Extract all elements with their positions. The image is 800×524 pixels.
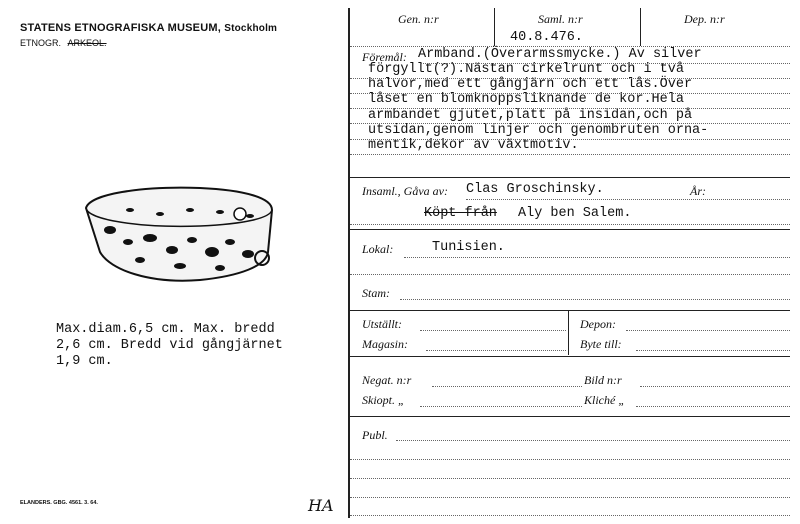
rule-publ-2 bbox=[350, 459, 790, 460]
museum-title: STATENS ETNOGRAFISKA MUSEUM, bbox=[20, 22, 221, 34]
publ-label: Publ. bbox=[362, 428, 388, 442]
rule-publ-1 bbox=[396, 440, 790, 441]
printer-imprint: ELANDERS. GBG. 4561. 3. 64. bbox=[20, 500, 98, 506]
description-line: låset en blomknoppsliknande de kor.Hela bbox=[368, 92, 684, 108]
rule-desc-4 bbox=[350, 108, 790, 109]
rule-magasin bbox=[426, 350, 566, 351]
stam-label: Stam: bbox=[362, 286, 390, 300]
description-line: förgyllt(?).Nästan cirkelrunt och i två bbox=[368, 62, 684, 77]
section-divider-1 bbox=[350, 177, 790, 178]
description-line: utsidan,genom linjer och genombruten orna- bbox=[368, 122, 709, 138]
rule-byte bbox=[636, 350, 790, 351]
rule-publ-3 bbox=[350, 478, 790, 479]
ar-label: År: bbox=[690, 184, 706, 198]
rule-desc-7 bbox=[350, 154, 790, 155]
museum-city: Stockholm bbox=[224, 23, 278, 34]
utstallt-label: Utställt: bbox=[362, 317, 403, 331]
rule-insaml-1 bbox=[466, 199, 790, 200]
description-line: mentik,dekor av växtmotiv. bbox=[368, 138, 579, 154]
arkeol-struck-label: ARKEOL. bbox=[67, 38, 107, 48]
rule-publ-4 bbox=[350, 497, 790, 498]
saml-nr-label: Saml. n:r bbox=[538, 12, 583, 26]
description-line: armbandet gjutet,platt på insidan,och på bbox=[368, 107, 693, 123]
dep-nr-label: Dep. n:r bbox=[684, 12, 725, 26]
rule-lokal-2 bbox=[350, 274, 790, 275]
rule-stam bbox=[400, 299, 790, 300]
rule-desc-5 bbox=[350, 123, 790, 124]
rule-desc-6 bbox=[350, 139, 790, 140]
section-divider-2 bbox=[350, 229, 790, 230]
etnogr-label: ETNOGR. bbox=[20, 38, 62, 48]
card-left-border bbox=[348, 8, 350, 518]
rule-bild bbox=[640, 386, 790, 387]
rule-utstallt bbox=[420, 330, 566, 331]
insaml-value: Clas Groschinsky. bbox=[466, 182, 604, 197]
rule-desc-2 bbox=[350, 78, 790, 79]
bild-label: Bild n:r bbox=[584, 373, 622, 387]
section-divider-4 bbox=[350, 356, 790, 357]
description-text bbox=[418, 47, 800, 62]
magasin-label: Magasin: bbox=[362, 337, 408, 351]
rule-kliche bbox=[636, 406, 790, 407]
bracelet-drawing bbox=[80, 180, 280, 290]
rule-desc-3 bbox=[350, 93, 790, 94]
insaml-value-2: Aly ben Salem. bbox=[518, 206, 632, 221]
divider-gen-saml bbox=[494, 8, 495, 46]
department-line bbox=[20, 38, 107, 48]
rule-negat bbox=[432, 386, 582, 387]
rule-depon bbox=[626, 330, 790, 331]
lokal-label: Lokal: bbox=[362, 242, 394, 256]
divider-saml-dep bbox=[640, 8, 641, 46]
description-line: halvor,med ett gångjärn och ett lås.Över bbox=[368, 77, 693, 93]
gen-nr-label: Gen. n:r bbox=[398, 12, 439, 26]
description-line: Armband.(Överarmssmycke.) Av silver bbox=[418, 47, 702, 62]
negat-label: Negat. n:r bbox=[362, 373, 412, 387]
byte-till-label: Byte till: bbox=[580, 337, 622, 351]
insaml-struck-value: Köpt från bbox=[424, 206, 497, 221]
rule-insaml-2 bbox=[350, 224, 790, 225]
section-divider-3 bbox=[350, 310, 790, 311]
rule-lokal-1 bbox=[404, 257, 790, 258]
rule-publ-5 bbox=[350, 515, 790, 516]
signature: HA bbox=[308, 496, 334, 515]
section-divider-5 bbox=[350, 416, 790, 417]
museum-name bbox=[20, 22, 277, 34]
foremal-label: Föremål: bbox=[362, 50, 407, 64]
divider-utstallt-depon bbox=[568, 311, 569, 355]
dimensions-note: Max.diam.6,5 cm. Max. bredd 2,6 cm. Bredd vid gångjärnet 1,9 cm. bbox=[56, 322, 283, 369]
rule-skiopt bbox=[420, 406, 582, 407]
insaml-label: Insaml., Gåva av: bbox=[362, 184, 448, 198]
kliche-label: Kliché „ bbox=[584, 393, 625, 407]
skiopt-label: Skiopt. „ bbox=[362, 393, 405, 407]
rule-desc-1 bbox=[420, 63, 790, 64]
lokal-value: Tunisien. bbox=[432, 240, 505, 255]
saml-nr-value: 40.8.476. bbox=[510, 30, 583, 45]
depon-label: Depon: bbox=[580, 317, 616, 331]
